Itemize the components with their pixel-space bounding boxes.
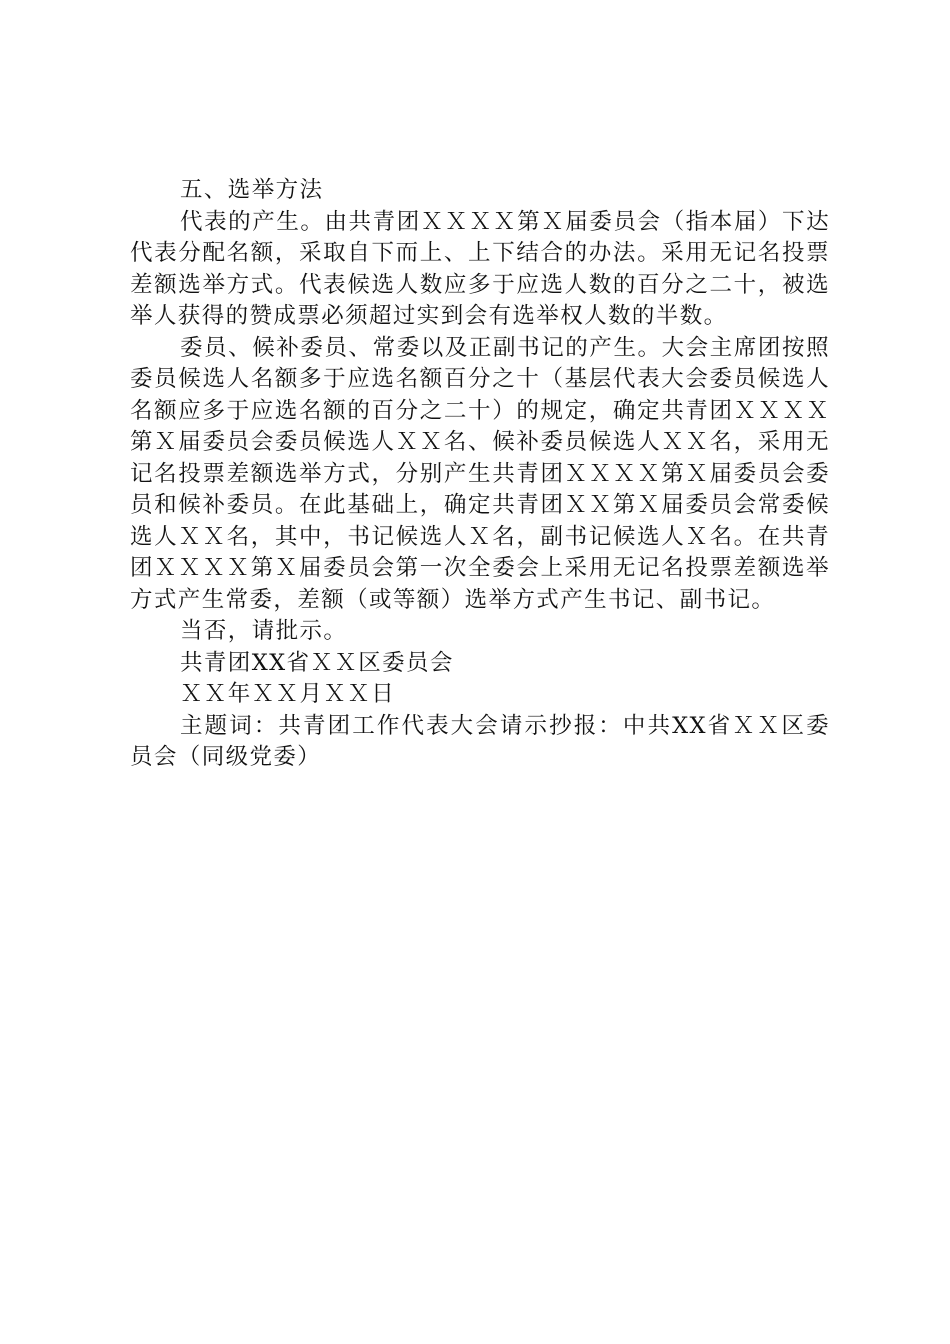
- paragraph-committee-election: 委员、候补委员、常委以及正副书记的产生。大会主席团按照委员候选人名额多于应选名额百分之十（基层代表大会委员候选人名额应多于应选名额的百分之二十）的规定，确定共青团ＸＸＸＸ第Ｘ届委员会委员候选人ＸＸ名、候补委员候选人ＸＸ名，采用无记名投票差额选举方式，分别产生共青团ＸＸＸＸ第Ｘ届委员会委员和候补委员。在此基础上，确定共青团ＸＸ第Ｘ届委员会常委候选人ＸＸ名，其中，书记候选人Ｘ名，副书记候选人Ｘ名。在共青团ＸＸＸＸ第Ｘ届委员会第一次全委会上采用无记名投票差额选举方式产生常委，差额（或等额）选举方式产生书记、副书记。: [130, 334, 830, 613]
- request-line: 当否，请批示。: [180, 618, 348, 644]
- document-body: [130, 175, 830, 774]
- paragraph-representatives: 代表的产生。由共青团ＸＸＸＸ第Ｘ届委员会（指本届）下达代表分配名额，采取自下而上、上下结合的办法。采用无记名投票差额选举方式。代表候选人数应多于应选人数的百分之二十，被选举人获得的赞成票必须超过实到会有选举权人数的半数。: [130, 208, 830, 329]
- document-date: ＸＸ年ＸＸ月ＸＸ日: [180, 681, 396, 707]
- signature-organization: 共青团XX省ＸＸ区委员会: [180, 649, 454, 676]
- section-heading: 五、选举方法: [180, 177, 324, 203]
- keywords-and-cc-line: 主题词：共青团工作代表大会请示抄报：中共XX省ＸＸ区委员会（同级党委）: [130, 712, 830, 770]
